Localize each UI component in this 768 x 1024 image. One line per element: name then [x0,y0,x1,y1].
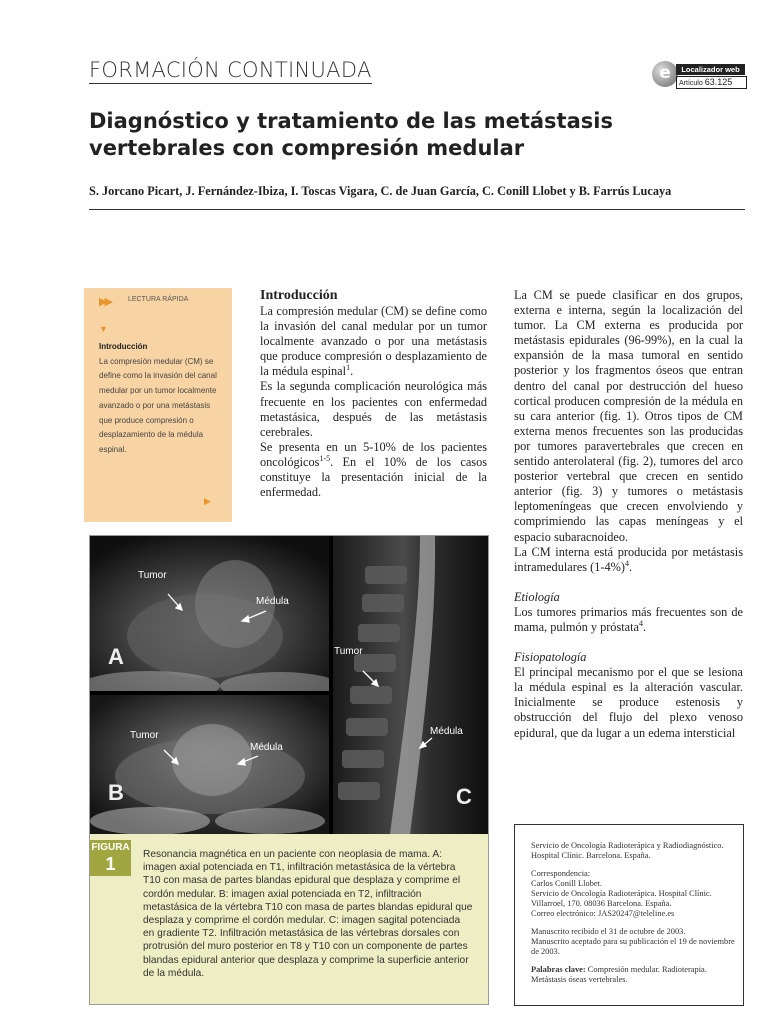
corr-name: Carlos Conill Llobet. [531,879,602,888]
correspondence [531,869,735,919]
col1-paragraph-1: La compresión medular (CM) se define como la invasión del canal medular por un tumor localmente avanzado o por una metástasis que produce compresión o desplazamiento de la médula espinal$^1$. [260,304,487,379]
corr-address: Servicio de Oncología Radioterápica. Hospital Clínic. Villarroel, 170. 08036 Barcelona. España. [531,889,712,908]
figure-tag [90,840,131,876]
label-medula-a: Médula [256,596,289,607]
corr-label: Correspondencia: [531,869,591,878]
locator-article-number: 63.125 [704,77,733,87]
label-medula-c: Médula [430,726,463,737]
heading-etiologia: Etiología [514,589,560,604]
label-medula-b: Médula [250,742,283,753]
sidebar-label: LECTURA RÁPIDA [128,296,189,303]
ref: 1-5 [319,453,331,463]
affiliation-box [514,824,744,1006]
title-line-2: vertebrales con compresión medular [89,136,525,160]
sidebar-body [99,340,221,458]
panel-label-b: B [108,780,124,805]
label-tumor-a: Tumor [138,570,167,581]
divider [89,209,745,210]
mri-image [90,536,488,834]
arrow-down-icon: ▼ [99,324,108,334]
keywords [531,965,735,985]
col1-paragraph-3: Se presenta en un 5-10% de los pacientes oncológicos$^{1-5}$. En el 10% de los casos constituye la presentación inicial de la enfermedad. [260,439,487,500]
authors: S. Jorcano Picart, J. Fernández-Ibiza, I. Toscas Vigara, C. de Juan García, C. Conill Llobet y B. Farrús Lucaya [89,184,672,198]
double-arrow-right-icon: ▶▶ [99,296,110,308]
web-locator-badge[interactable] [652,61,744,91]
section-header: FORMACIÓN CONTINUADA [89,58,372,82]
label-tumor-c: Tumor [334,646,363,657]
service: Servicio de Oncología Radioterápica y Radiodiagnóstico. Hospital Clínic. Barcelona. España. [531,841,724,860]
locator-article [676,76,747,89]
sidebar-text: La compresión medular (CM) se define como la invasión del canal medular por un tumor localmente avanzado o por una metástasis que produce compresión o desplazamiento de la médula espinal. [99,356,217,454]
figure-tag-word: FIGURA [91,842,130,853]
heading-fisiopatologia: Fisiopatología [514,650,587,665]
ref: 4 [639,618,643,628]
accepted-date: Manuscrito aceptado para su publicación el 19 de noviembre de 2003. [531,937,735,956]
col2-paragraph-2: La CM interna está producida por metástasis intramedulares $(1-4\%)^4$. [514,544,743,574]
quick-read-sidebar [84,288,232,522]
figure-1 [89,535,489,1005]
col2-paragraph-1: La CM se puede clasificar en dos grupos, externa e interna, según la localización del tumor. La CM externa es producida por metástasis epidurales (96-99%), en la cual la expansión de la masa tumoral en sentido posterior y los fragmentos óseos que entran dentro del canal por destrucción del hueso cortical producen compresión de la médula en su cara anterior (fig. 1). Otros tipos de CM externa menos frecuentes son las producidas por tumores paravertebrales que crecen en sentido anterolateral (fig. 2), tumores del arco posterior vertebral que crecen en sentido anterior (fig. 3) y tumores o metástasis leptomeníngeas que crecen envolviendo y comprimiendo las capas meníngeas y el espacio subaracnoideo. [514,288,743,544]
ref: 4 [624,558,629,568]
dates [531,927,735,957]
sidebar-heading: Introducción [99,342,148,351]
col2-paragraph-3: Los tumores primarios más frecuentes son de mama, pulmón y próstata$^4$. [514,604,743,634]
article-title [89,108,729,162]
label-tumor-b: Tumor [130,730,159,741]
locator-article-label: Artículo [679,80,703,87]
arrow-right-icon[interactable]: ▶ [204,496,211,506]
keywords-label: Palabras clave: [531,965,586,974]
column-1 [260,288,487,500]
keywords-text: Compresión medular. Radioterapia. Metástasis óseas vertebrales. [531,965,707,984]
e-logo-icon: e [652,61,678,87]
col2-paragraph-4: El principal mecanismo por el que se lesiona la médula espinal es la alteración vascular. Inicialmente se produce estenosis y obstrucción del flujo del plexo venoso epidural, que da lugar a un edema intersticial [514,665,743,740]
panel-label-c: C [456,784,472,809]
title-line-1: Diagnóstico y tratamiento de las metástasis [89,109,613,133]
figure-caption: Resonancia magnética en un paciente con neoplasia de mama. A: imagen axial potenciada en T1, infiltración metastásica de la vértebra T10 con masa de partes blandas epidural que desplaza y comprime el cordón medular. B: imagen axial potenciada en T2, infiltración metastásica de la vértebra T10 con masa de partes blandas epidural que desplaza y comprime el cordón medular. C: imagen sagital potenciada en gradiente T2. Infiltración metastásica de las vértebras dorsales con protrusión del muro posterior en T8 y T10 con un componente de partes blandas epidural anterior que desplaza y comprime la superficie anterior de la médula. [143,849,473,979]
col1-paragraph-2: Es la segunda complicación neurológica más frecuente en los pacientes con enfermedad metastásica, después de las metástasis cerebrales. [260,379,487,439]
ref: 1 [346,363,351,373]
received-date: Manuscrito recibido el 31 de octubre de 2003. [531,927,686,936]
locator-label: Localizador web [676,64,745,75]
panel-label-a: A [108,644,124,669]
figure-tag-number: 1 [105,854,116,874]
column-2 [514,288,743,741]
heading-introduccion: Introducción [260,288,338,303]
corr-email[interactable]: Correo electrónico: JAS20247@teleline.es [531,909,675,918]
